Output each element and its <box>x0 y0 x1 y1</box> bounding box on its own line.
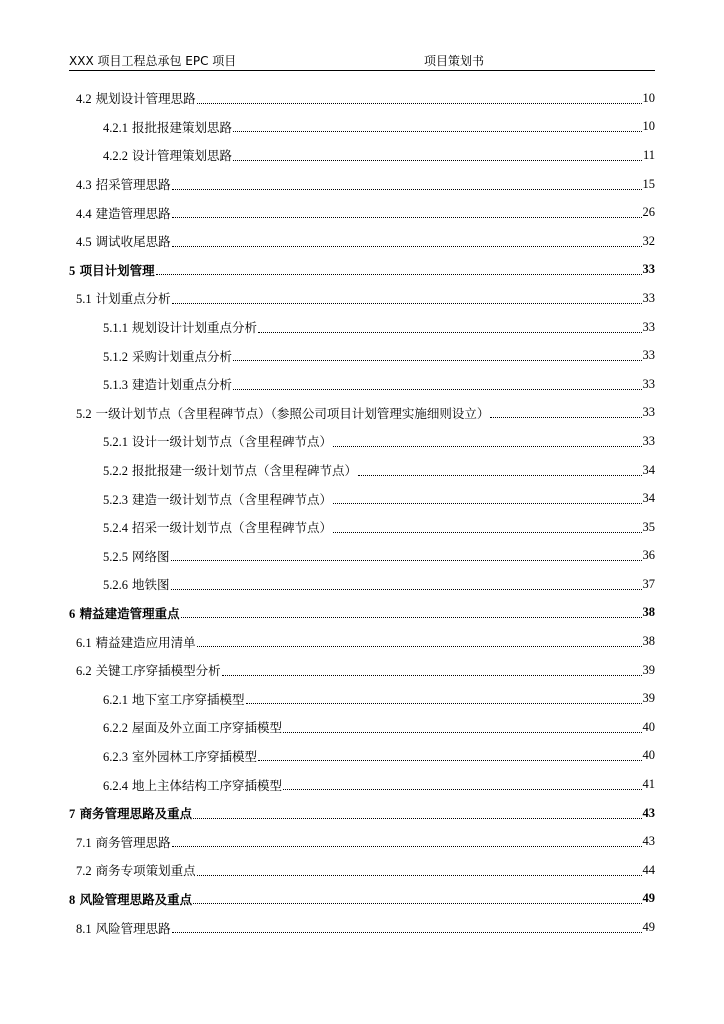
toc-page-number: 33 <box>642 405 655 420</box>
toc-entry-text: 建造一级计划节点（含里程碑节点） <box>131 491 332 507</box>
toc-leader-dots <box>171 589 642 590</box>
toc-entry-number: 4.2.1 <box>103 120 128 135</box>
table-of-contents <box>69 84 655 942</box>
toc-entry-text: 设计管理策划思路 <box>131 148 232 164</box>
toc-leader-dots <box>193 903 641 904</box>
toc-entry-text: 规划设计管理思路 <box>95 91 196 107</box>
toc-page-number: 15 <box>642 176 655 191</box>
toc-entry-title <box>103 146 232 164</box>
toc-entry-title <box>69 890 192 908</box>
toc-entry-title <box>103 318 257 336</box>
toc-page-number: 38 <box>642 634 655 649</box>
toc-entry-text: 招采一级计划节点（含里程碑节点） <box>131 520 332 536</box>
toc-entry-text: 建造计划重点分析 <box>131 377 232 393</box>
toc-entry-text: 招采管理思路 <box>95 177 171 193</box>
toc-entry-number: 4.5 <box>76 235 92 250</box>
toc-leader-dots <box>233 389 642 390</box>
toc-leader-dots <box>283 789 642 790</box>
toc-entry-text: 风险管理思路 <box>95 920 171 936</box>
toc-entry-number: 5.2.3 <box>103 492 128 507</box>
toc-leader-dots <box>258 760 642 761</box>
toc-entry-text: 建造管理思路 <box>95 205 171 221</box>
toc-leader-dots <box>283 732 642 733</box>
toc-page-number: 43 <box>642 834 655 849</box>
toc-entry[interactable] <box>69 513 655 542</box>
toc-entry-title <box>103 690 245 708</box>
toc-entry-text: 报批报建一级计划节点（含里程碑节点） <box>131 463 357 479</box>
toc-entry-title <box>76 404 489 422</box>
toc-page-number: 39 <box>642 691 655 706</box>
toc-leader-dots <box>333 503 642 504</box>
toc-leader-dots <box>233 131 642 132</box>
toc-entry-number: 5 <box>69 263 76 278</box>
toc-page-number: 41 <box>642 777 655 792</box>
toc-leader-dots <box>193 818 641 819</box>
toc-entry-number: 5.1 <box>76 292 92 307</box>
toc-page-number: 35 <box>642 519 655 534</box>
toc-entry-title <box>103 718 282 736</box>
toc-entry-text: 一级计划节点（含里程碑节点）（参照公司项目计划管理实施细则设立） <box>95 405 490 421</box>
toc-entry-number: 5.1.2 <box>103 349 128 364</box>
toc-entry-text: 风险管理思路及重点 <box>79 891 193 907</box>
toc-entry-text: 关键工序穿插模型分析 <box>95 663 221 679</box>
toc-entry-number: 4.2 <box>76 92 92 107</box>
toc-entry-title <box>103 518 332 536</box>
toc-entry[interactable] <box>69 827 655 856</box>
toc-entry[interactable] <box>69 542 655 571</box>
toc-entry-title <box>76 861 196 879</box>
toc-entry-title <box>76 633 196 651</box>
toc-entry[interactable] <box>69 141 655 170</box>
toc-entry-number: 6.2.2 <box>103 721 128 736</box>
toc-entry[interactable] <box>69 770 655 799</box>
toc-leader-dots <box>172 303 642 304</box>
toc-entry-title <box>103 490 332 508</box>
toc-entry-number: 6.2.1 <box>103 692 128 707</box>
toc-leader-dots <box>172 217 642 218</box>
toc-entry-number: 6.2.3 <box>103 749 128 764</box>
toc-entry-text: 屋面及外立面工序穿插模型 <box>131 720 282 736</box>
toc-entry-text: 计划重点分析 <box>95 291 171 307</box>
toc-page-number: 36 <box>642 548 655 563</box>
toc-leader-dots <box>233 360 642 361</box>
toc-entry-text: 设计一级计划节点（含里程碑节点） <box>131 434 332 450</box>
toc-entry-title <box>103 547 170 565</box>
toc-leader-dots <box>156 274 642 275</box>
toc-leader-dots <box>246 703 642 704</box>
toc-entry-title <box>103 461 357 479</box>
toc-page-number: 32 <box>642 233 655 248</box>
toc-leader-dots <box>233 160 642 161</box>
toc-page-number: 26 <box>642 205 655 220</box>
toc-entry[interactable] <box>69 456 655 485</box>
toc-entry[interactable] <box>69 570 655 599</box>
toc-entry-title <box>69 804 192 822</box>
header-project-name: XXX 项目工程总承包 EPC 项目 <box>69 54 237 68</box>
toc-entry-number: 8 <box>69 892 76 907</box>
toc-page-number: 40 <box>642 748 655 763</box>
toc-entry[interactable] <box>69 284 655 313</box>
toc-entry-number: 5.2 <box>76 406 92 421</box>
toc-page-number: 33 <box>642 319 655 334</box>
toc-page-number: 40 <box>642 719 655 734</box>
toc-entry-number: 5.1.3 <box>103 378 128 393</box>
toc-entry-text: 地下室工序穿插模型 <box>131 691 245 707</box>
toc-entry-number: 4.4 <box>76 206 92 221</box>
toc-entry-number: 4.2.2 <box>103 149 128 164</box>
toc-leader-dots <box>181 617 642 618</box>
toc-entry-text: 商务管理思路 <box>95 834 171 850</box>
toc-leader-dots <box>222 675 642 676</box>
toc-entry-title <box>76 175 171 193</box>
toc-page-number: 37 <box>642 576 655 591</box>
toc-entry[interactable] <box>69 484 655 513</box>
toc-entry[interactable] <box>69 370 655 399</box>
toc-entry-number: 6.1 <box>76 635 92 650</box>
toc-page-number: 33 <box>642 376 655 391</box>
toc-leader-dots <box>172 246 642 247</box>
toc-entry[interactable] <box>69 684 655 713</box>
toc-entry-title <box>103 776 282 794</box>
toc-entry-title <box>76 232 171 250</box>
toc-page-number: 34 <box>642 462 655 477</box>
toc-leader-dots <box>258 332 642 333</box>
toc-page-number: 38 <box>642 605 655 620</box>
toc-leader-dots <box>172 932 642 933</box>
toc-entry-number: 5.1.1 <box>103 321 128 336</box>
toc-entry[interactable] <box>69 627 655 656</box>
toc-entry-title <box>76 89 196 107</box>
toc-page-number: 10 <box>642 90 655 105</box>
toc-entry-title <box>103 575 170 593</box>
toc-entry[interactable] <box>69 742 655 771</box>
toc-entry-title <box>103 432 332 450</box>
toc-entry-text: 精益建造应用清单 <box>95 634 196 650</box>
toc-entry[interactable] <box>69 113 655 142</box>
toc-page-number: 39 <box>642 662 655 677</box>
toc-page-number: 33 <box>642 348 655 363</box>
toc-page-number: 33 <box>642 433 655 448</box>
toc-entry[interactable] <box>69 341 655 370</box>
toc-entry-number: 6 <box>69 606 76 621</box>
toc-entry[interactable] <box>69 599 655 628</box>
toc-entry[interactable] <box>69 170 655 199</box>
toc-entry[interactable] <box>69 399 655 428</box>
toc-entry-number: 5.2.2 <box>103 464 128 479</box>
toc-entry-number: 5.2.4 <box>103 521 128 536</box>
toc-page-number: 33 <box>642 290 655 305</box>
toc-entry[interactable] <box>69 885 655 914</box>
toc-entry-title <box>76 661 221 679</box>
toc-entry[interactable] <box>69 256 655 285</box>
toc-entry-number: 7.1 <box>76 835 92 850</box>
toc-entry[interactable] <box>69 856 655 885</box>
toc-entry-text: 报批报建策划思路 <box>131 119 232 135</box>
toc-page-number: 33 <box>642 262 655 277</box>
toc-entry[interactable] <box>69 913 655 942</box>
toc-entry-title <box>69 261 155 279</box>
toc-entry-text: 网络图 <box>131 548 170 564</box>
toc-entry-text: 规划设计计划重点分析 <box>131 320 257 336</box>
toc-entry-title <box>76 204 171 222</box>
toc-leader-dots <box>197 875 642 876</box>
toc-page-number: 49 <box>642 920 655 935</box>
toc-entry-number: 5.2.1 <box>103 435 128 450</box>
toc-leader-dots <box>197 103 642 104</box>
toc-entry-number: 5.2.5 <box>103 549 128 564</box>
toc-entry-number: 7 <box>69 807 76 822</box>
toc-entry-title <box>103 347 232 365</box>
toc-page-number: 44 <box>642 862 655 877</box>
toc-entry-number: 7.2 <box>76 864 92 879</box>
toc-leader-dots <box>333 532 642 533</box>
toc-entry-text: 商务专项策划重点 <box>95 863 196 879</box>
toc-entry-text: 室外园林工序穿插模型 <box>131 748 257 764</box>
toc-leader-dots <box>490 417 641 418</box>
toc-page-number: 11 <box>642 147 655 162</box>
toc-page-number: 10 <box>642 119 655 134</box>
toc-entry[interactable] <box>69 313 655 342</box>
header-document-title: 项目策划书 <box>424 54 485 68</box>
toc-entry-text: 地上主体结构工序穿插模型 <box>131 777 282 793</box>
toc-entry-text: 地铁图 <box>131 577 170 593</box>
toc-entry-number: 6.2.4 <box>103 778 128 793</box>
toc-entry-title <box>76 833 171 851</box>
toc-entry[interactable] <box>69 713 655 742</box>
toc-page-number: 49 <box>642 891 655 906</box>
page-header <box>69 52 655 71</box>
toc-entry[interactable] <box>69 227 655 256</box>
toc-entry-title <box>69 604 180 622</box>
toc-entry-number: 5.2.6 <box>103 578 128 593</box>
toc-entry-number: 8.1 <box>76 921 92 936</box>
toc-entry-number: 4.3 <box>76 178 92 193</box>
toc-leader-dots <box>197 646 642 647</box>
toc-entry-title <box>103 747 257 765</box>
toc-entry-text: 商务管理思路及重点 <box>79 806 193 822</box>
toc-leader-dots <box>172 189 642 190</box>
toc-entry[interactable] <box>69 198 655 227</box>
toc-leader-dots <box>172 846 642 847</box>
toc-entry-text: 调试收尾思路 <box>95 234 171 250</box>
toc-entry-title <box>103 375 232 393</box>
toc-entry-title <box>76 919 171 937</box>
toc-entry-text: 精益建造管理重点 <box>79 605 180 621</box>
toc-entry-title <box>103 118 232 136</box>
toc-entry-title <box>76 289 171 307</box>
toc-entry-text: 采购计划重点分析 <box>131 348 232 364</box>
toc-entry-number: 6.2 <box>76 664 92 679</box>
toc-leader-dots <box>171 560 642 561</box>
toc-leader-dots <box>333 446 642 447</box>
toc-page-number: 34 <box>642 491 655 506</box>
toc-entry[interactable] <box>69 84 655 113</box>
toc-leader-dots <box>358 475 642 476</box>
toc-page-number: 43 <box>642 805 655 820</box>
toc-entry[interactable] <box>69 799 655 828</box>
toc-entry[interactable] <box>69 427 655 456</box>
toc-entry-text: 项目计划管理 <box>79 262 155 278</box>
toc-entry[interactable] <box>69 656 655 685</box>
